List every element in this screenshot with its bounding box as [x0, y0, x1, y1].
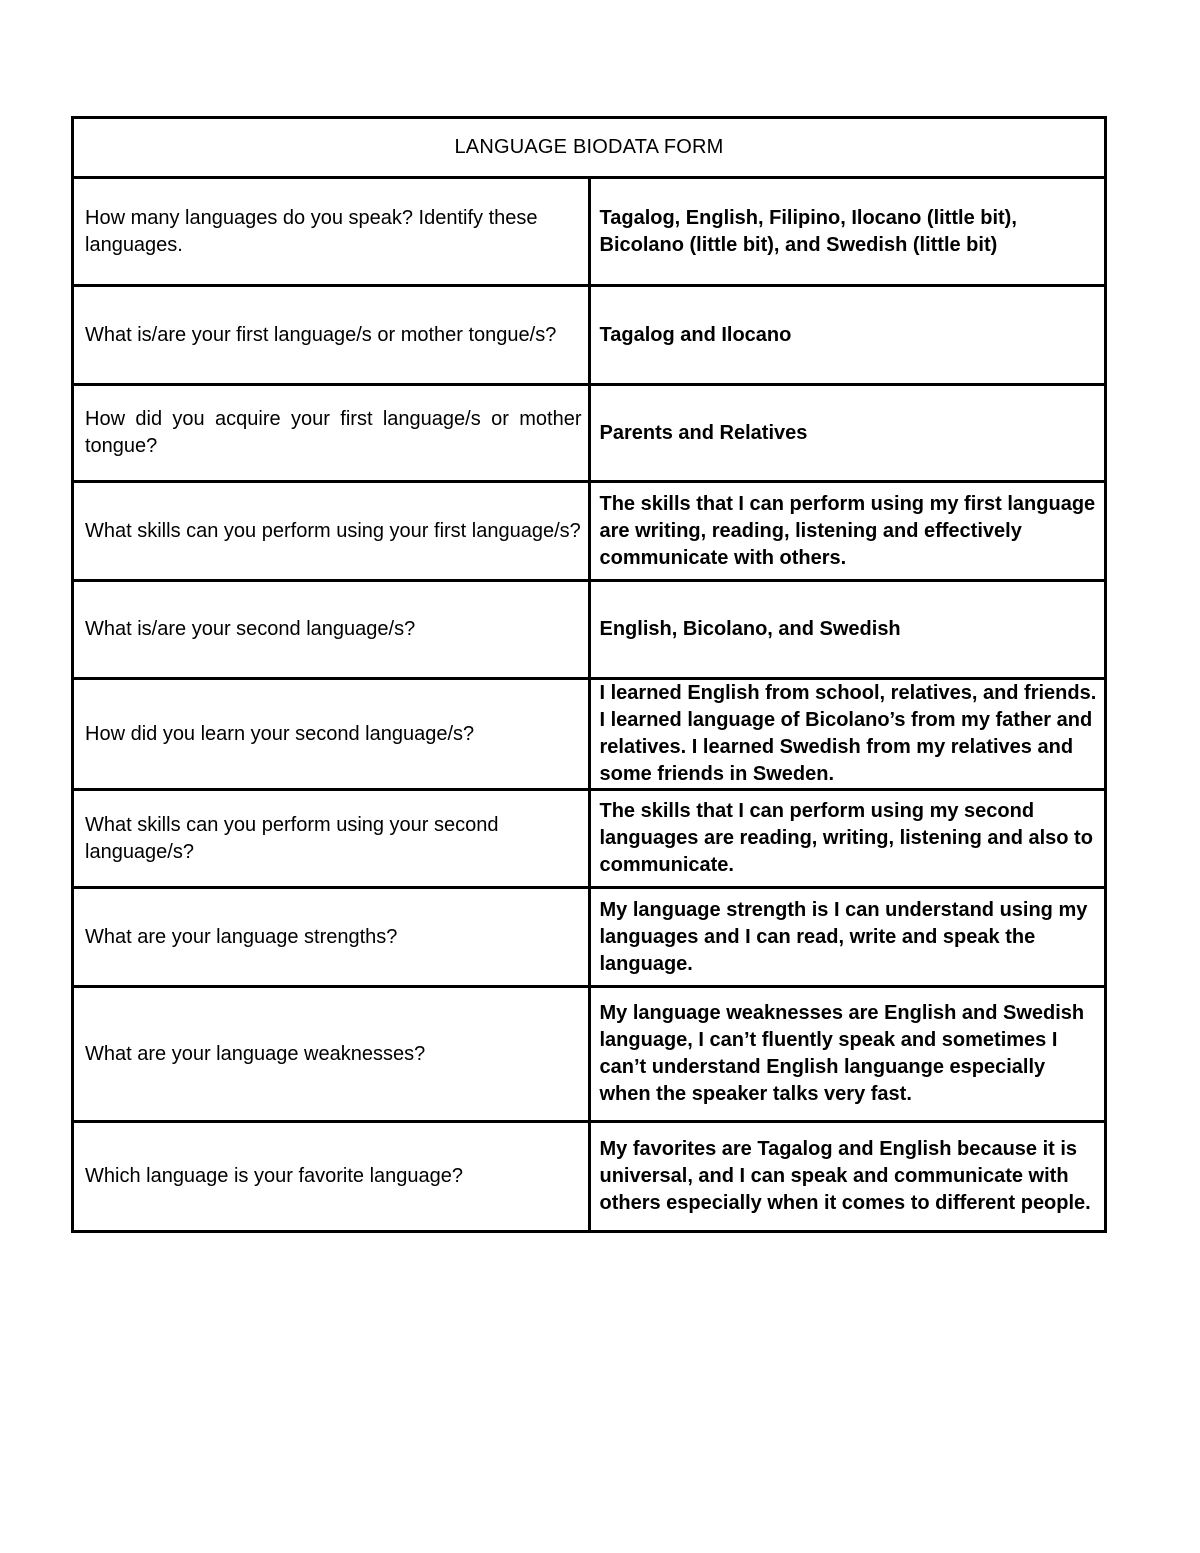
form-title-cell: [73, 118, 1106, 178]
question-cell: How many languages do you speak? Identify these languages.: [73, 178, 590, 286]
answer-cell: My language weaknesses are English and Swedish language, I can’t fluently speak and sometimes I can’t understand English languange especially when the speaker talks very fast.: [589, 987, 1106, 1122]
answer-cell: My favorites are Tagalog and English because it is universal, and I can speak and communicate with others especially when it comes to different people.: [589, 1122, 1106, 1232]
question-cell: What skills can you perform using your second language/s?: [73, 790, 590, 888]
answer-cell: The skills that I can perform using my second languages are reading, writing, listening and also to communicate.: [589, 790, 1106, 888]
title-row: [73, 118, 1106, 178]
table-row: [73, 790, 1106, 888]
table-row: [73, 1122, 1106, 1232]
table-row: [73, 888, 1106, 987]
question-cell: What is/are your first language/s or mother tongue/s?: [73, 286, 590, 385]
question-cell: What is/are your second language/s?: [73, 581, 590, 679]
table-row: [73, 581, 1106, 679]
answer-cell: Parents and Relatives: [589, 385, 1106, 482]
table-row: [73, 482, 1106, 581]
answer-cell: I learned English from school, relatives, and friends. I learned language of Bicolano’s from my father and relatives. I learned Swedish from my relatives and some friends in Sweden.: [589, 679, 1106, 790]
table-row: [73, 679, 1106, 790]
question-cell: What are your language strengths?: [73, 888, 590, 987]
form-title: LANGUAGE BIODATA FORM: [454, 136, 724, 158]
table-row: [73, 286, 1106, 385]
answer-cell: Tagalog and Ilocano: [589, 286, 1106, 385]
question-cell: What are your language weaknesses?: [73, 987, 590, 1122]
language-biodata-table: [71, 116, 1107, 1233]
table-row: [73, 178, 1106, 286]
answer-cell: The skills that I can perform using my first language are writing, reading, listening and effectively communicate with others.: [589, 482, 1106, 581]
answer-cell: My language strength is I can understand using my languages and I can read, write and speak the language.: [589, 888, 1106, 987]
question-cell: How did you acquire your first language/s or mother tongue?: [73, 385, 590, 482]
table-row: [73, 385, 1106, 482]
answer-cell: Tagalog, English, Filipino, Ilocano (little bit), Bicolano (little bit), and Swedish (little bit): [589, 178, 1106, 286]
answer-cell: English, Bicolano, and Swedish: [589, 581, 1106, 679]
question-cell: Which language is your favorite language?: [73, 1122, 590, 1232]
question-cell: How did you learn your second language/s?: [73, 679, 590, 790]
table-row: [73, 987, 1106, 1122]
question-cell: What skills can you perform using your first language/s?: [73, 482, 590, 581]
